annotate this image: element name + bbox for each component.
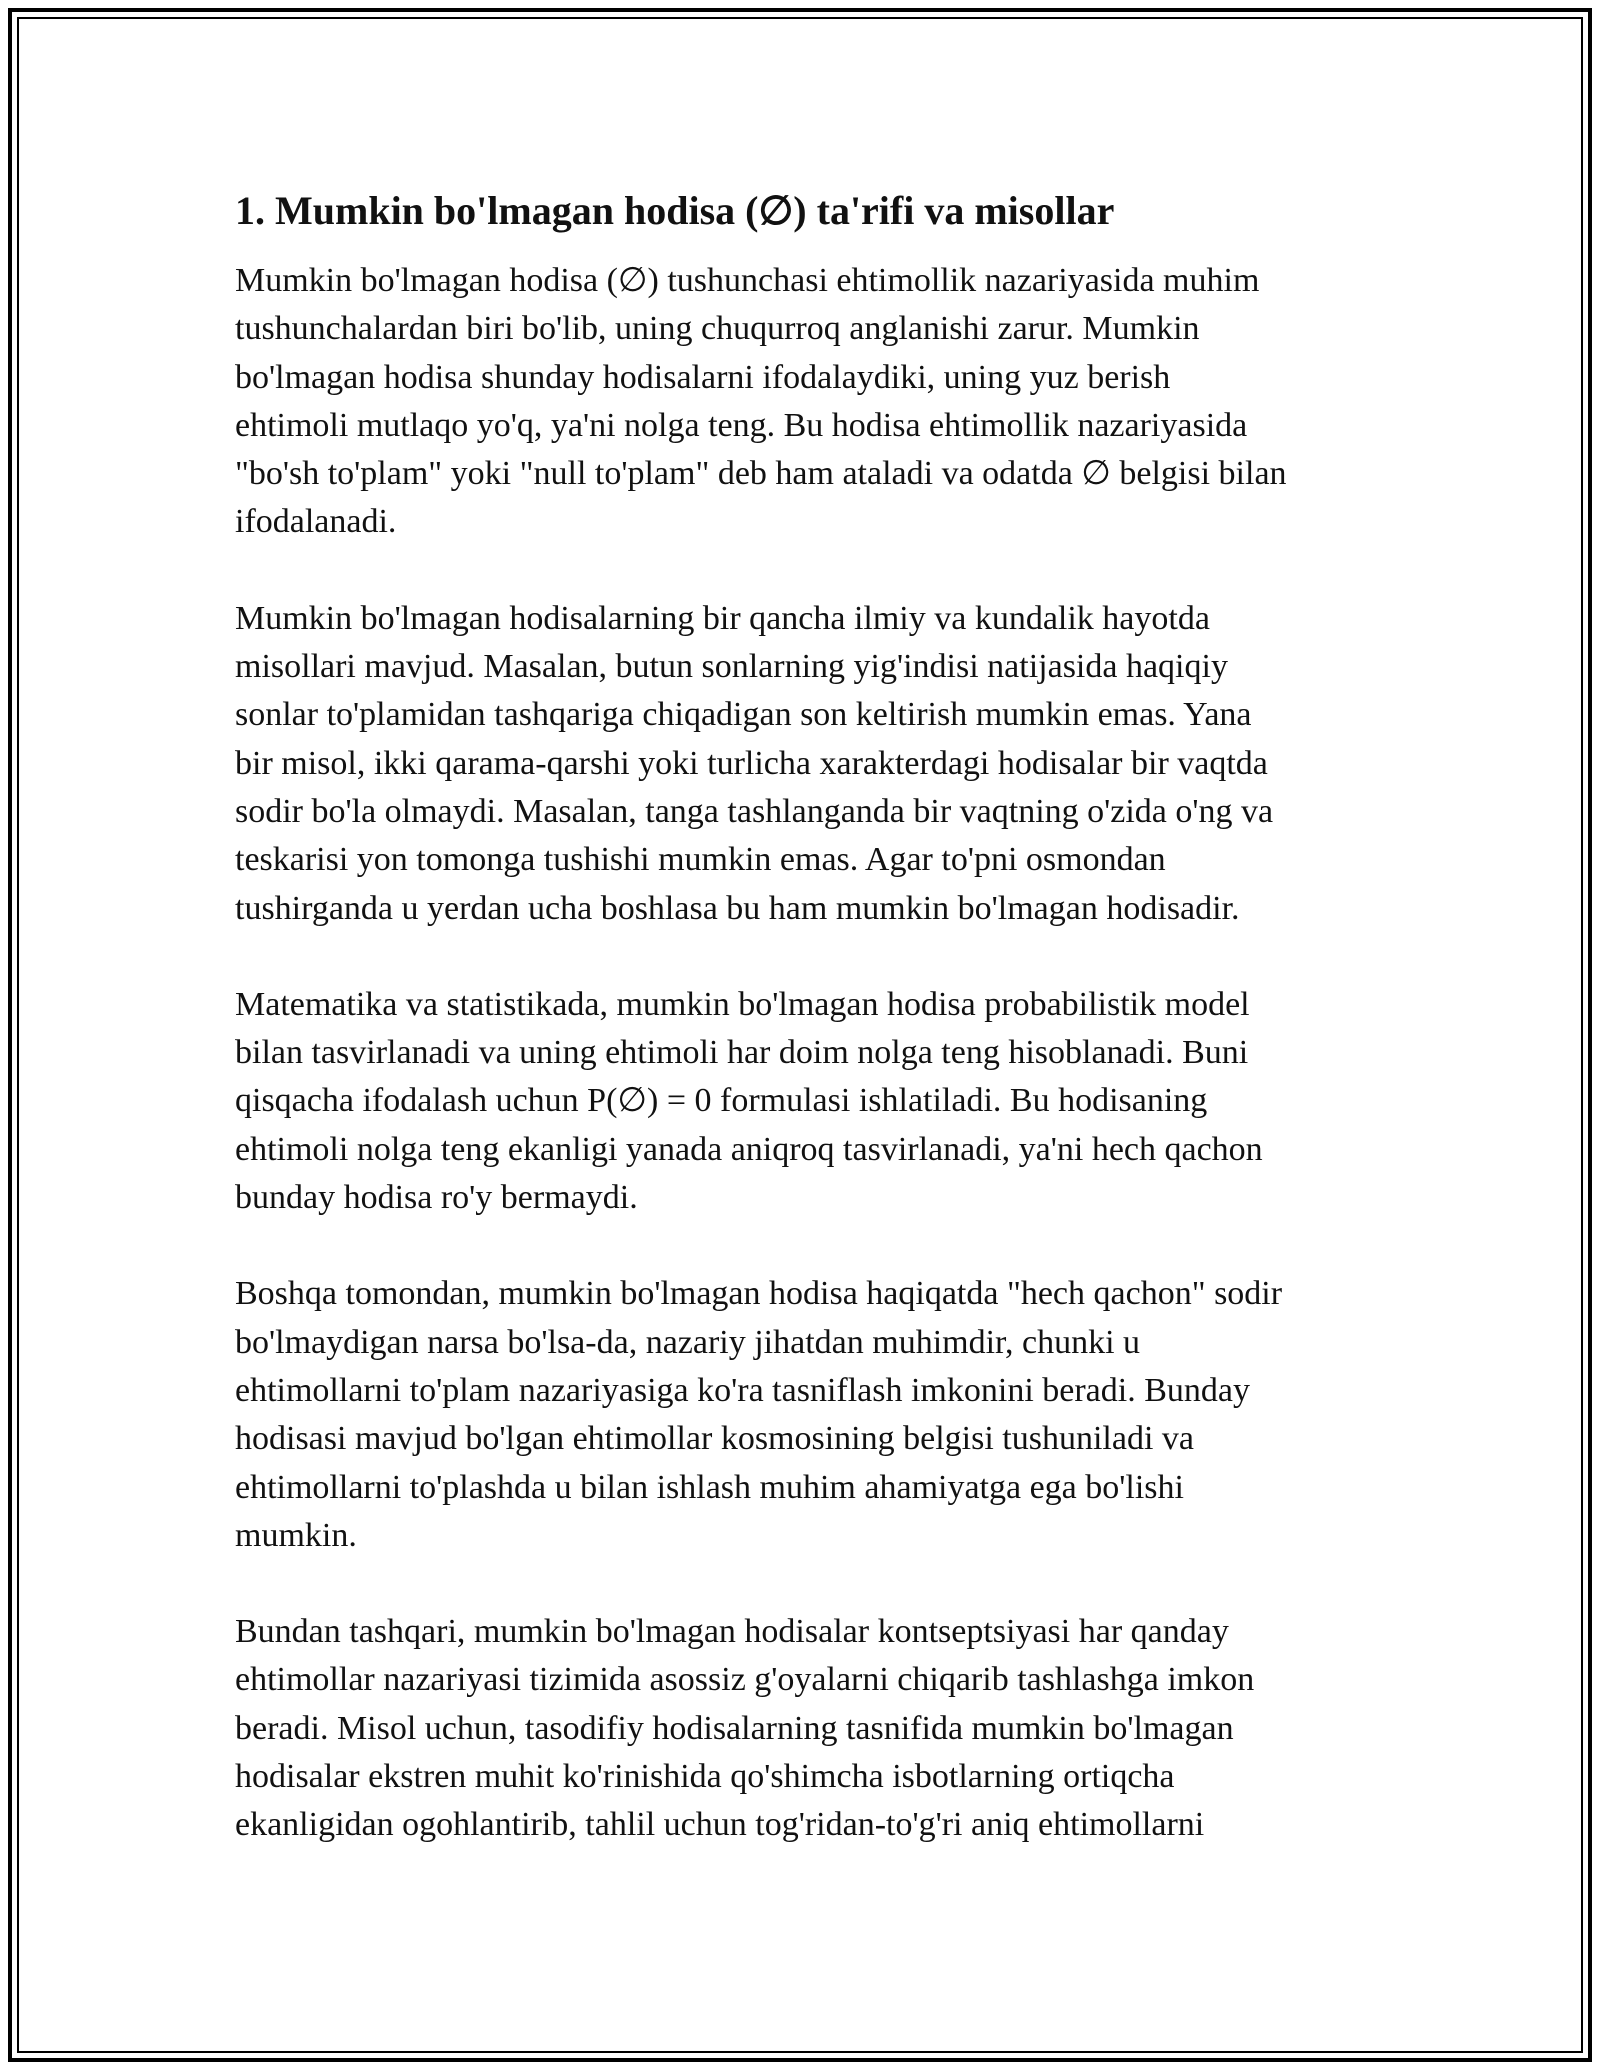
text-line: ehtimollarni to'plam nazariyasiga ko'ra tasniflash imkonini beradi. Bunday	[235, 1371, 1250, 1409]
text-line: hodisalar ekstren muhit ko'rinishida qo'shimcha isbotlarning ortiqcha	[235, 1758, 1175, 1796]
text-line: mumkin.	[235, 1516, 357, 1554]
text-line: teskarisi yon tomonga tushishi mumkin emas. Agar to'pni osmondan	[235, 841, 1166, 879]
paragraph-2	[235, 595, 1375, 933]
text-line: ehtimollarni to'plashda u bilan ishlash muhim ahamiyatga ega bo'lishi	[235, 1468, 1184, 1506]
text-line: ifodalanadi.	[235, 503, 397, 541]
text-line: bir misol, ikki qarama-qarshi yoki turlicha xarakterdagi hodisalar bir vaqtda	[235, 744, 1268, 782]
text-line: Bundan tashqari, mumkin bo'lmagan hodisalar kontseptsiyasi har qanday	[235, 1613, 1229, 1651]
text-line: qisqacha ifodalash uchun P(∅) = 0 formulasi ishlatiladi. Bu hodisaning	[235, 1082, 1208, 1120]
text-line: sonlar to'plamidan tashqariga chiqadigan son keltirish mumkin emas. Yana	[235, 696, 1252, 734]
text-line: ehtimoli nolga teng ekanligi yanada aniqroq tasvirlanadi, ya'ni hech qachon	[235, 1130, 1263, 1168]
text-line: Mumkin bo'lmagan hodisalarning bir qancha ilmiy va kundalik hayotda	[235, 599, 1210, 637]
text-line: bo'lmaydigan narsa bo'lsa-da, nazariy jihatdan muhimdir, chunki u	[235, 1323, 1141, 1361]
text-line: bunday hodisa ro'y bermaydi.	[235, 1179, 638, 1217]
text-line: Mumkin bo'lmagan hodisa (∅) tushunchasi ehtimollik nazariyasida muhim	[235, 262, 1260, 299]
text-line: Boshqa tomondan, mumkin bo'lmagan hodisa haqiqatda "hech qachon" sodir	[235, 1275, 1283, 1313]
text-line: ekanligidan ogohlantirib, tahlil uchun tog'ridan-to'g'ri aniq ehtimollarni	[235, 1806, 1205, 1844]
text-line: Matematika va statistikada, mumkin bo'lmagan hodisa probabilistik model	[235, 985, 1250, 1023]
text-line: beradi. Misol uchun, tasodifiy hodisalarning tasnifida mumkin bo'lmagan	[235, 1709, 1234, 1747]
paragraph-3	[235, 981, 1375, 1222]
section-heading: 1. Mumkin bo'lmagan hodisa (∅) ta'rifi va misollar	[235, 188, 1115, 233]
text-line: hodisasi mavjud bo'lgan ehtimollar kosmosining belgisi tushuniladi va	[235, 1420, 1194, 1458]
document-body	[235, 185, 1375, 1898]
text-line: misollari mavjud. Masalan, butun sonlarning yig'indisi natijasida haqiqiy	[235, 648, 1228, 686]
text-line: ehtimollar nazariyasi tizimida asossiz g'oyalarni chiqarib tashlashga imkon	[235, 1661, 1255, 1699]
text-line: "bo'sh to'plam" yoki "null to'plam" deb ham ataladi va odatda ∅ belgisi bilan	[235, 455, 1287, 493]
paragraph-5	[235, 1608, 1375, 1849]
text-line: tushirganda u yerdan ucha boshlasa bu ham mumkin bo'lmagan hodisadir.	[235, 889, 1240, 927]
text-line: bilan tasvirlanadi va uning ehtimoli har doim nolga teng hisoblanadi. Buni	[235, 1034, 1249, 1072]
paragraph-1	[235, 257, 1375, 547]
text-line: tushunchalardan biri bo'lib, uning chuqurroq anglanishi zarur. Mumkin	[235, 310, 1200, 348]
text-line: bo'lmagan hodisa shunday hodisalarni ifodalaydiki, uning yuz berish	[235, 358, 1171, 396]
text-line: sodir bo'la olmaydi. Masalan, tanga tashlanganda bir vaqtning o'zida o'ng va	[235, 792, 1274, 830]
text-line: ehtimoli mutlaqo yo'q, ya'ni nolga teng. Bu hodisa ehtimollik nazariyasida	[235, 406, 1248, 444]
paragraph-4	[235, 1270, 1375, 1560]
